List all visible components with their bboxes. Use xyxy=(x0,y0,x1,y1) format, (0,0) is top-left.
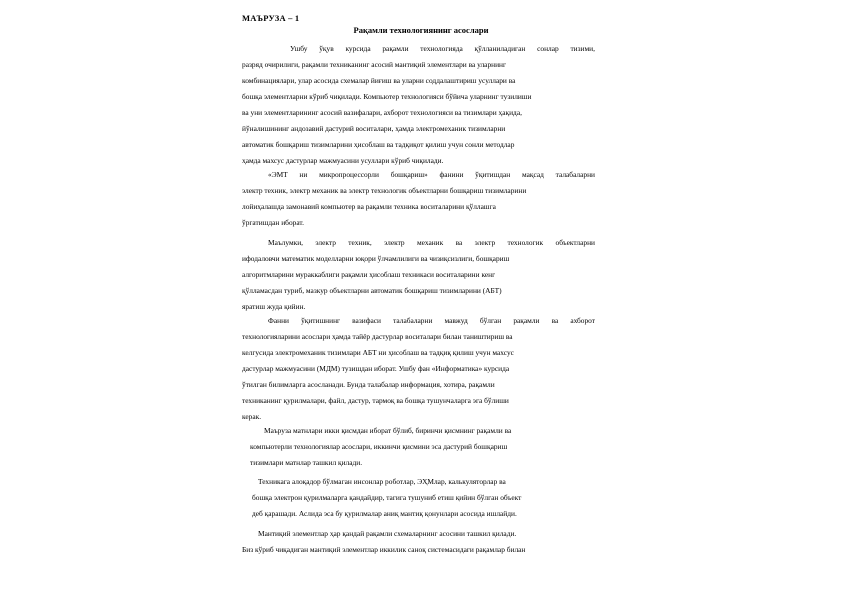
text-line: электр техник, электр механик ва электр технологик объектларни бошқариш тизимларини xyxy=(242,186,527,195)
text-line: ҳамда махсус дастурлар мажмуасини усуллари кўриб чиқилади. xyxy=(242,156,444,165)
text-line: Фанни ўқитишнинг вазифаси талабаларни мавжуд бўлган рақамли ва ахборот xyxy=(268,316,595,325)
text-line: техниканинг қурилмалари, файл, дастур, тармоқ ва бошқа тушунчаларга эга бўлиши xyxy=(242,396,509,405)
text-line: Техникага алоқадор бўлмаган инсонлар роботлар, ЭҲМлар, калькуляторлар ва xyxy=(258,477,506,486)
lecture-heading: МАЪРУЗА – 1 xyxy=(242,13,300,23)
text-line: компьютерли технологиялар асослари, иккинчи қисмини эса дастурий бошқариш xyxy=(250,442,508,451)
text-line: ва уни элементларининг асосий вазифалари, ахборот технологияси ва тизимлари ҳақида, xyxy=(242,108,522,117)
text-line: технологияларини асослари ҳамда тайёр дастурлар воситалари билан таништириш ва xyxy=(242,332,513,341)
text-line: ўргатишдан иборат. xyxy=(242,218,304,227)
text-line: керак. xyxy=(242,412,262,421)
text-line: қўлламасдан туриб, мазкур объектларни автоматик бошқариш тизимларини (АБТ) xyxy=(242,286,502,295)
text-line: разряд очирилиги, рақамли техниканинг асосий мантиқий элементлари ва уларнинг xyxy=(242,60,507,69)
text-line: дастурлар мажмуасини (МДМ) тузишдан иборат. Ушбу фан «Информатика» курсида xyxy=(242,364,510,373)
text-line: комбинациялари, улар асосида схемалар йиғиш ва уларни соддалаштириш усуллари ва xyxy=(242,76,516,85)
text-line: ўтилган билимларга асосланади. Бунда талабалар информация, хотира, рақамли xyxy=(242,380,495,389)
text-line: Биз кўриб чиқадиган мантиқий элементлар иккилик саноқ системасидаги рақамлар билан xyxy=(242,545,526,554)
text-line: автоматик бошқариш тизимларини ҳисоблаш ва тадқиқот қилиш учун сонли методлар xyxy=(242,140,515,149)
text-line: Мантиқий элементлар ҳар қандай рақамли схемаларнинг асосини ташкил қилади. xyxy=(258,529,517,538)
text-line: Ушбу ўқув курсида рақамли технологияда қўлланиладиган сонлар тизими, xyxy=(290,44,595,53)
text-line: ифодаловчи математик моделларни юқори ўлчамлилиги ва чизиқсизлиги, бошқариш xyxy=(242,254,510,263)
text-line: яратиш жуда қийин. xyxy=(242,302,306,311)
text-line: тизимлари матнлар ташкил қилади. xyxy=(250,458,363,467)
lecture-title: Рақамли технологиянинг асослари xyxy=(353,25,489,35)
text-line: келгусида электромеханик тизимлари АБТ ни ҳисоблаш ва тадқиқ қилиш учун махсус xyxy=(242,348,514,357)
text-line: йўналишининг андозавий дастурий воситалари, ҳамда электромеханик тизимларни xyxy=(242,124,506,133)
text-line: алгоритмларини мураккаблиги рақамли ҳисоблаш техникаси воситаларини кенг xyxy=(242,270,496,279)
text-line: бошқа электрон қурилмаларга қандайдир, тагига тушуниб етиш қийин бўлган объект xyxy=(252,493,522,502)
text-line: Маъруза матнлари икки қисмдан иборат бўлиб, биринчи қисмнинг рақамли ва xyxy=(264,426,512,435)
text-line: лойиҳалашда замонавий компьютер ва рақамли техника воситаларини қўллашга xyxy=(242,202,496,211)
text-line: бошқа элементларни кўриб чиқилади. Компьютер технологияси бўйича уларнинг тузилиши xyxy=(242,92,532,101)
text-line: Маълумки, электр техник, электр механик ва электр технологик объектларни xyxy=(268,238,595,247)
text-line: деб қарашади. Аслида эса бу қурилмалар аниқ мантиқ қонунлари асосида ишлайди. xyxy=(252,509,517,518)
text-line: «ЭМТ ни микропроцессорли бошқариш» фанини ўқитишдан мақсад талабаларни xyxy=(268,170,595,179)
